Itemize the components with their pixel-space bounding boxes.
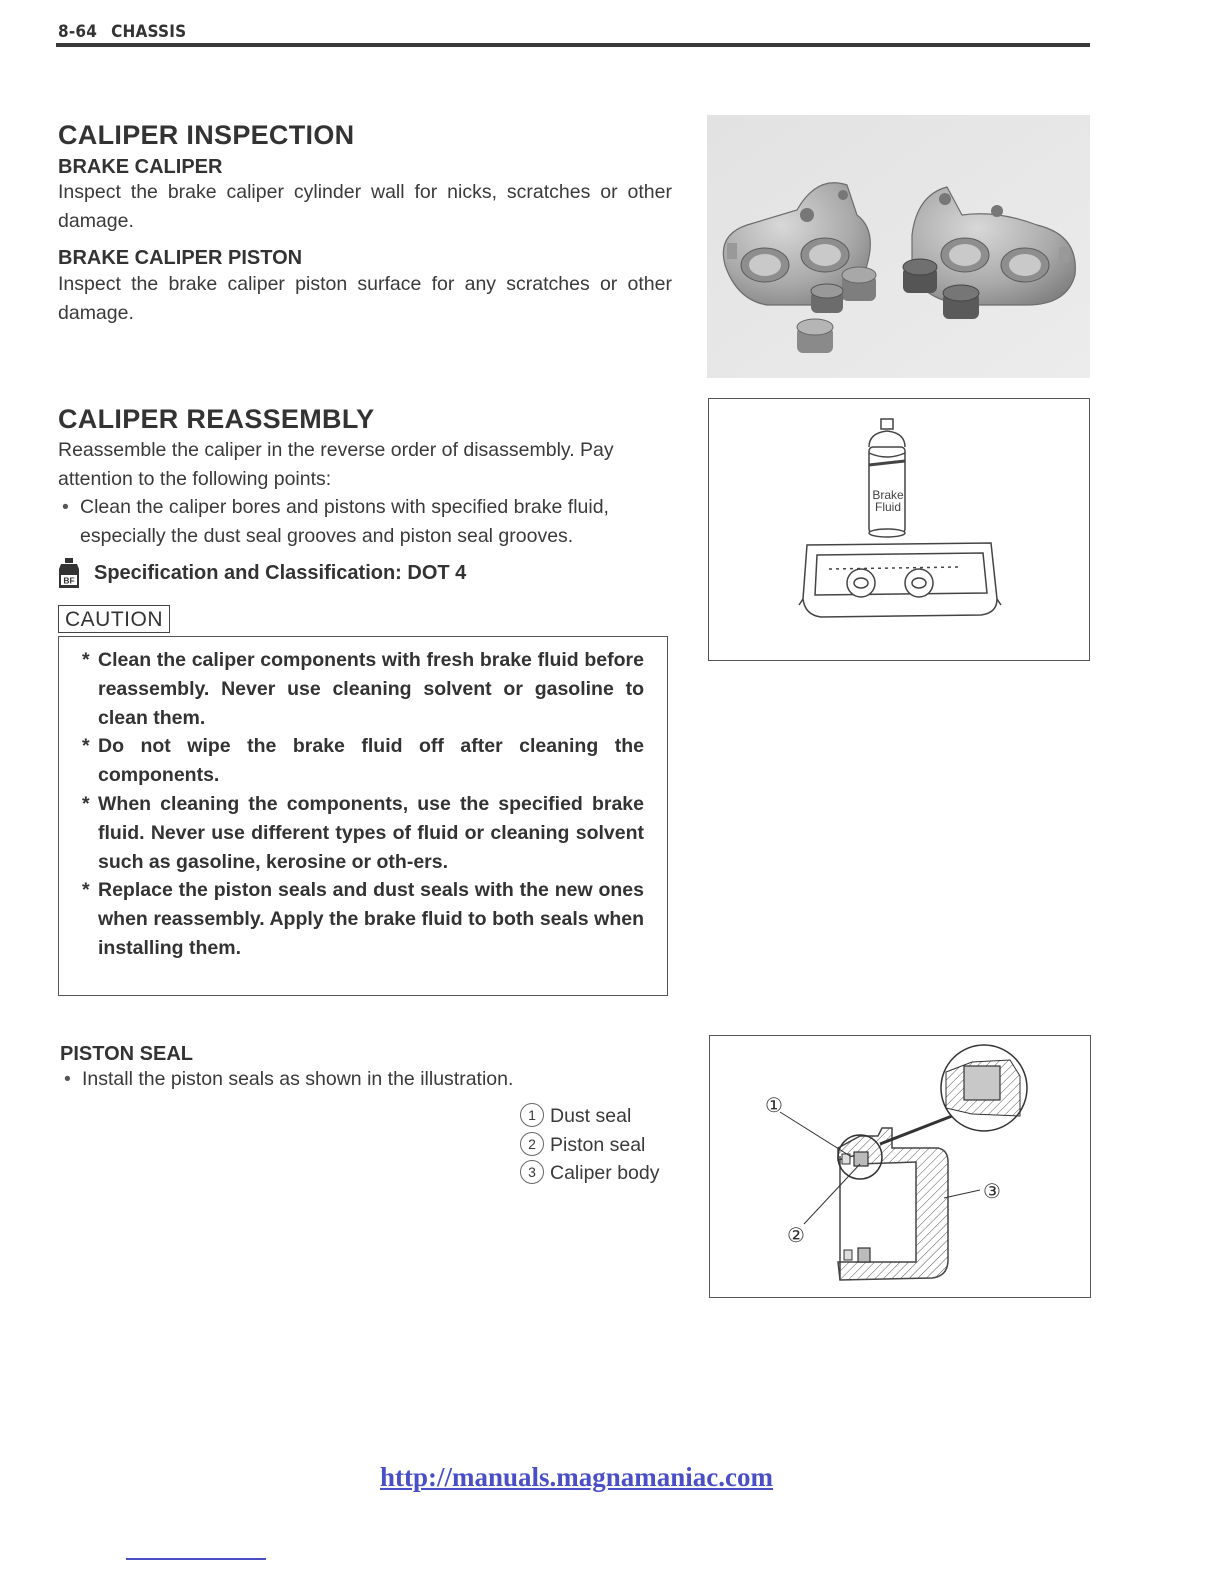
- caution-item: * When cleaning the components, use the specified brake fluid. Never use different types of fluid or cleaning solvent such as gasoline, kerosine or oth-ers.: [82, 790, 644, 876]
- footer-link[interactable]: http://manuals.magnamaniac.com: [380, 1462, 774, 1492]
- legend-number: 3: [520, 1160, 544, 1184]
- reassembly-intro: Reassemble the caliper in the reverse order of disassembly. Pay attention to the following points:: [58, 439, 614, 490]
- brake-caliper-piston-text: Inspect the brake caliper piston surface for any scratches or other damage.: [58, 273, 672, 324]
- legend-item: [520, 1131, 659, 1160]
- legend-item: [520, 1159, 659, 1188]
- piston-seal-figure: [709, 1035, 1091, 1298]
- caution-item: * Replace the piston seals and dust seals with the new ones when reassembly. Apply the brake fluid to both seals when installing them.: [82, 876, 644, 962]
- brake-caliper-piston-heading: BRAKE CALIPER PISTON: [58, 247, 303, 269]
- caution-list: [82, 646, 644, 963]
- dust-seal-shape: [854, 1152, 868, 1166]
- caution-label: CAUTION: [58, 605, 170, 633]
- section-name: CHASSIS: [111, 22, 187, 42]
- caution-item: * Clean the caliper components with fresh brake fluid before reassembly. Never use cleaning solvent or gasoline to clean them.: [82, 646, 644, 732]
- callout-3: ③: [983, 1181, 1001, 1203]
- seal-legend: [520, 1102, 659, 1188]
- legend-label: Piston seal: [550, 1133, 646, 1156]
- footer-rule: [126, 1558, 266, 1560]
- piston-seal-heading: PISTON SEAL: [60, 1043, 193, 1065]
- bottle-label-line1: Brake: [872, 488, 904, 502]
- brake-caliper-heading: BRAKE CALIPER: [58, 156, 223, 178]
- caliper-photo: [707, 115, 1090, 378]
- legend-item: [520, 1102, 659, 1131]
- reassembly-bullet: • Clean the caliper bores and pistons with specified brake fluid, especially the dust seal grooves and piston seal grooves.: [58, 493, 676, 551]
- header-rule: [56, 43, 1090, 47]
- legend-number: 2: [520, 1132, 544, 1156]
- brake-fluid-figure: [708, 398, 1090, 661]
- spec-line: [58, 558, 466, 588]
- brake-caliper-text: Inspect the brake caliper cylinder wall for nicks, scratches or other damage.: [58, 181, 672, 232]
- callout-2: ②: [787, 1225, 805, 1247]
- caliper-inspection-title: CALIPER INSPECTION: [58, 120, 355, 150]
- spec-text: Specification and Classification: DOT 4: [94, 561, 467, 584]
- brake-fluid-icon-text: BF: [63, 575, 75, 586]
- legend-label: Dust seal: [550, 1105, 632, 1127]
- bottle-label-line2: Fluid: [874, 500, 902, 514]
- legend-number: 1: [520, 1103, 544, 1127]
- brake-fluid-icon: [58, 558, 80, 588]
- caliper-reassembly-title: CALIPER REASSEMBLY: [58, 404, 375, 434]
- piston-seal-bullet: • Install the piston seals as shown in the illustration.: [60, 1065, 642, 1094]
- caliper-photo-graphic: [707, 115, 1090, 378]
- callout-1: ①: [765, 1095, 783, 1117]
- page-number: 8-64: [58, 22, 98, 42]
- brake-fluid-bottle: [869, 419, 905, 537]
- legend-label: Caliper body: [550, 1162, 660, 1184]
- caliper-body-section: [838, 1128, 948, 1280]
- brake-fluid-figure-graphic: [709, 399, 1088, 659]
- page-header: [58, 22, 200, 42]
- fluid-tray: [799, 543, 1001, 617]
- caution-item: * Do not wipe the brake fluid off after cleaning the components.: [82, 732, 644, 790]
- piston-seal-figure-graphic: [710, 1036, 1089, 1296]
